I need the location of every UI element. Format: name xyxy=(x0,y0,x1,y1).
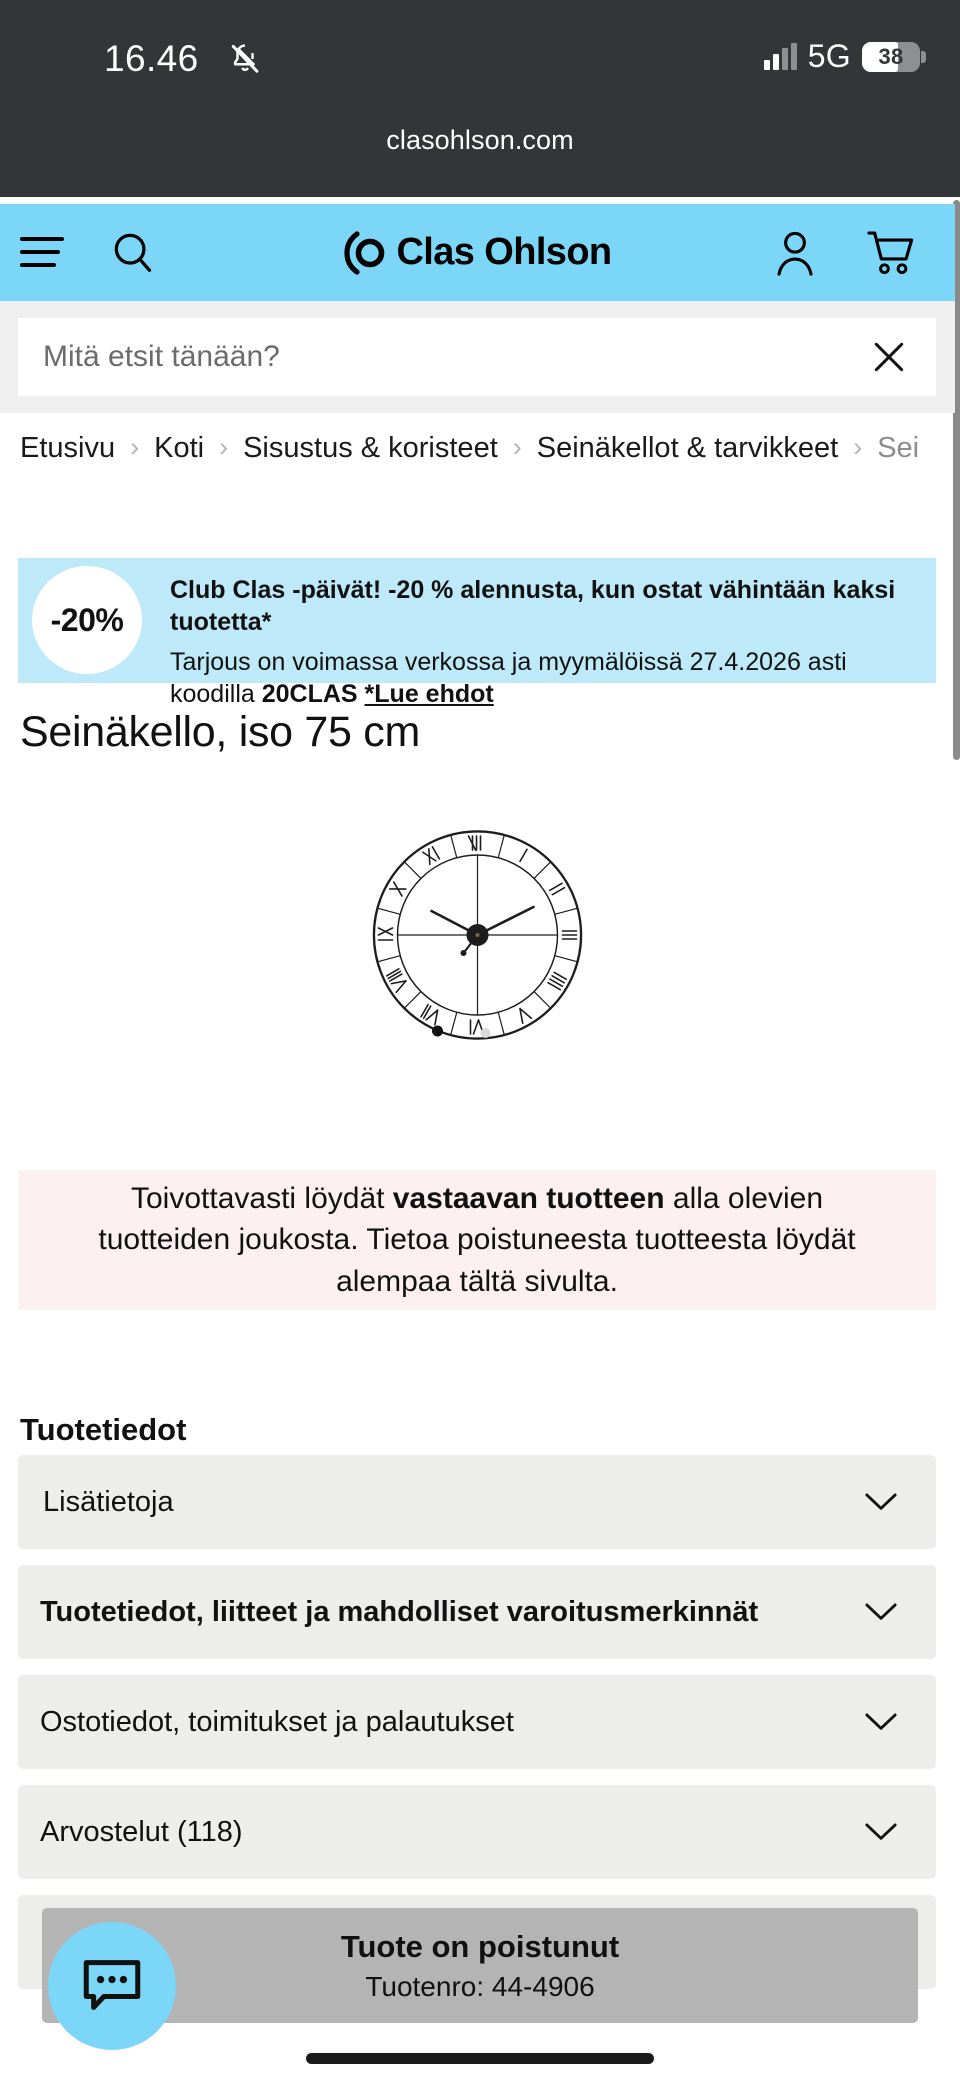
logo-text: Clas Ohlson xyxy=(396,231,612,273)
notice-text-before: Toivottavasti löydät xyxy=(131,1182,393,1216)
promo-banner[interactable] xyxy=(18,558,936,708)
discontinued-notice-text xyxy=(97,1178,857,1301)
battery-indicator xyxy=(862,42,920,72)
breadcrumb-item-0[interactable]: Etusivu xyxy=(20,431,116,464)
search-input[interactable] xyxy=(18,318,936,396)
accordion-row-arvostelut[interactable] xyxy=(18,1785,936,1879)
breadcrumb-item-3[interactable]: Seinäkellot & tarvikkeet xyxy=(536,431,839,464)
promo-code: 20CLAS xyxy=(261,679,365,708)
close-x-icon[interactable] xyxy=(870,338,908,376)
bell-slash-icon xyxy=(228,42,262,76)
discount-badge xyxy=(32,566,142,674)
discontinued-notice xyxy=(18,1170,936,1310)
chevron-down-icon[interactable] xyxy=(864,1602,898,1622)
promo-headline: Club Clas -päivät! -20 % alennusta, kun ostat vähintään kaksi tuotetta* xyxy=(170,576,896,636)
accordion-row-lisatietoja[interactable] xyxy=(18,1455,936,1549)
status-right-cluster xyxy=(764,38,920,75)
notice-text-bold: vastaavan tuotteen xyxy=(392,1182,665,1216)
breadcrumb-item-4[interactable]: Sei xyxy=(877,431,920,464)
status-badge: Tuote on poistunut xyxy=(340,1928,620,1964)
notice-text-after: alla olevien tuotteiden joukosta. Tietoa poistuneesta tuotteesta löydät alempaa tältä sivulta. xyxy=(98,1182,856,1298)
clas-ohlson-logo-icon xyxy=(343,231,385,275)
section-title-product-info: Tuotetiedot xyxy=(20,1412,187,1447)
status-bar xyxy=(0,0,960,197)
accordion-row-ostotiedot[interactable] xyxy=(18,1675,936,1769)
shopping-cart-icon[interactable] xyxy=(865,229,915,277)
home-indicator xyxy=(306,2053,654,2064)
chevron-right-icon: › xyxy=(512,431,522,462)
search-placeholder: Mitä etsit tänään? xyxy=(43,340,280,373)
network-type: 5G xyxy=(807,38,851,74)
browser-url[interactable]: clasohlson.com xyxy=(386,125,574,155)
search-zone xyxy=(0,301,955,413)
accordion-label: Tuotetiedot, liitteet ja mahdolliset varoitusmerkinnät xyxy=(40,1595,759,1628)
accordion-row-tuotetiedot-liitteet[interactable] xyxy=(18,1565,936,1659)
accordion-label: Arvostelut (118) xyxy=(40,1815,243,1848)
chevron-down-icon[interactable] xyxy=(864,1492,898,1512)
chevron-down-icon[interactable] xyxy=(864,1822,898,1842)
wall-clock-illustration xyxy=(0,780,955,1110)
promo-terms-link[interactable]: *Lue ehdot xyxy=(364,679,494,708)
product-number: Tuotenro: 44-4906 xyxy=(365,1970,595,2002)
wall-clock-product-image[interactable] xyxy=(0,780,955,1110)
accordion-label: Lisätietoja xyxy=(43,1485,174,1518)
page-title: Seinäkello, iso 75 cm xyxy=(20,708,421,756)
chevron-right-icon: › xyxy=(219,431,229,462)
site-header xyxy=(0,204,955,301)
product-status-bar xyxy=(42,1908,918,2023)
promo-detail xyxy=(170,647,926,710)
status-time: 16.46 xyxy=(104,38,199,79)
breadcrumb-item-2[interactable]: Sisustus & koristeet xyxy=(243,431,498,464)
promo-detail-prefix: Tarjous on voimassa verkossa ja myymälöissä 27.4.2026 asti koodilla xyxy=(170,648,847,708)
chat-support-button[interactable] xyxy=(48,1922,176,2050)
chevron-right-icon: › xyxy=(130,431,140,462)
battery-percent: 38 xyxy=(878,43,904,69)
signal-bars-icon xyxy=(764,44,797,70)
user-account-icon[interactable] xyxy=(773,229,817,277)
discount-badge-label: -20% xyxy=(50,601,124,638)
breadcrumb-item-1[interactable]: Koti xyxy=(154,431,205,464)
promo-text xyxy=(170,575,926,710)
chat-bubble-icon xyxy=(81,1957,143,2015)
breadcrumb xyxy=(0,413,955,483)
chevron-right-icon: › xyxy=(853,431,863,462)
chevron-down-icon[interactable] xyxy=(864,1712,898,1732)
accordion-label: Ostotiedot, toimitukset ja palautukset xyxy=(40,1705,514,1738)
